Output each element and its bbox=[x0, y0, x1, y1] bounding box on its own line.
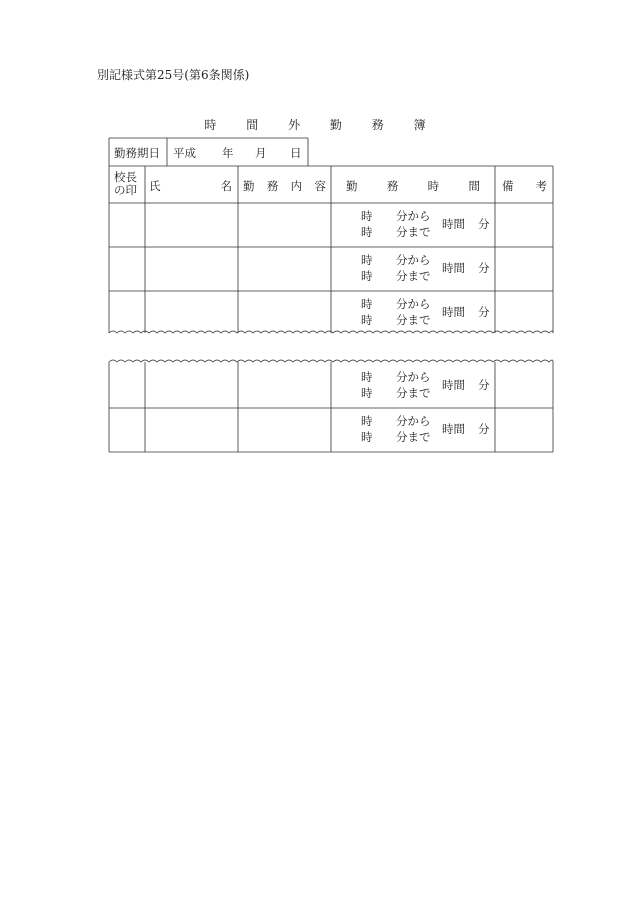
header-principal-seal bbox=[114, 171, 137, 197]
header-work-content-char: 容 bbox=[314, 179, 326, 193]
work-date-label: 勤務期日 bbox=[114, 146, 160, 160]
hour-from-label: 時 bbox=[361, 297, 373, 311]
header-work-time-char: 務 bbox=[386, 179, 399, 193]
total-hours-label: 時間 bbox=[442, 305, 465, 319]
header-work-content-char: 務 bbox=[266, 179, 279, 193]
minute-to-label: 分まで bbox=[396, 313, 431, 327]
minute-to-label: 分まで bbox=[396, 269, 431, 283]
title-char: 簿 bbox=[413, 118, 426, 132]
minute-to-label: 分まで bbox=[396, 430, 431, 444]
work-time-cell[interactable] bbox=[331, 203, 495, 247]
total-minutes-label: 分 bbox=[478, 422, 490, 436]
work-time-cell[interactable] bbox=[331, 247, 495, 291]
header-remarks-char: 考 bbox=[535, 179, 547, 193]
form-caption: 別記様式第25号(第6条関係) bbox=[97, 68, 250, 82]
minute-from-label: 分から bbox=[396, 414, 431, 428]
break-line-bottom bbox=[109, 360, 553, 362]
minute-to-label: 分まで bbox=[396, 386, 431, 400]
total-minutes-label: 分 bbox=[478, 261, 490, 275]
title-char: 間 bbox=[246, 118, 259, 132]
header-work-time-char: 時 bbox=[427, 179, 440, 193]
header-work-time bbox=[346, 178, 480, 194]
hour-from-label: 時 bbox=[361, 414, 373, 428]
header-name bbox=[149, 178, 232, 194]
title-char: 務 bbox=[371, 118, 384, 132]
hour-to-label: 時 bbox=[361, 313, 373, 327]
header-work-time-char: 間 bbox=[468, 179, 480, 193]
total-hours-label: 時間 bbox=[442, 422, 465, 436]
work-date-year-unit: 年 bbox=[222, 146, 234, 160]
header-remarks-char: 備 bbox=[502, 179, 514, 193]
total-hours-label: 時間 bbox=[442, 217, 465, 231]
header-name-char: 名 bbox=[220, 179, 232, 193]
minute-from-label: 分から bbox=[396, 297, 431, 311]
total-minutes-label: 分 bbox=[478, 305, 490, 319]
hour-to-label: 時 bbox=[361, 386, 373, 400]
work-date-month-unit: 月 bbox=[255, 146, 267, 160]
title-char: 外 bbox=[288, 118, 301, 132]
total-hours-label: 時間 bbox=[442, 378, 465, 392]
minute-from-label: 分から bbox=[396, 209, 431, 223]
header-work-content-char: 勤 bbox=[243, 179, 255, 193]
title-char: 勤 bbox=[329, 118, 342, 132]
hour-from-label: 時 bbox=[361, 209, 373, 223]
hour-from-label: 時 bbox=[361, 370, 373, 384]
work-time-cell[interactable] bbox=[331, 408, 495, 452]
work-time-cell[interactable] bbox=[331, 364, 495, 408]
header-work-content bbox=[243, 178, 326, 194]
minute-from-label: 分から bbox=[396, 370, 431, 384]
hour-to-label: 時 bbox=[361, 430, 373, 444]
work-time-cell[interactable] bbox=[331, 291, 495, 335]
total-minutes-label: 分 bbox=[478, 378, 490, 392]
header-principal-seal-line1: 校長 bbox=[114, 170, 137, 184]
title-char: 時 bbox=[204, 118, 217, 132]
minute-to-label: 分まで bbox=[396, 225, 431, 239]
header-work-time-char: 勤 bbox=[346, 179, 358, 193]
total-hours-label: 時間 bbox=[442, 261, 465, 275]
header-work-content-char: 内 bbox=[290, 179, 303, 193]
total-minutes-label: 分 bbox=[478, 217, 490, 231]
hour-to-label: 時 bbox=[361, 225, 373, 239]
header-principal-seal-line2: の印 bbox=[114, 183, 137, 197]
work-date-day-unit: 日 bbox=[290, 146, 302, 160]
header-remarks bbox=[502, 178, 547, 194]
work-date-era: 平成 bbox=[173, 146, 196, 160]
minute-from-label: 分から bbox=[396, 253, 431, 267]
hour-from-label: 時 bbox=[361, 253, 373, 267]
header-name-char: 氏 bbox=[149, 179, 161, 193]
hour-to-label: 時 bbox=[361, 269, 373, 283]
